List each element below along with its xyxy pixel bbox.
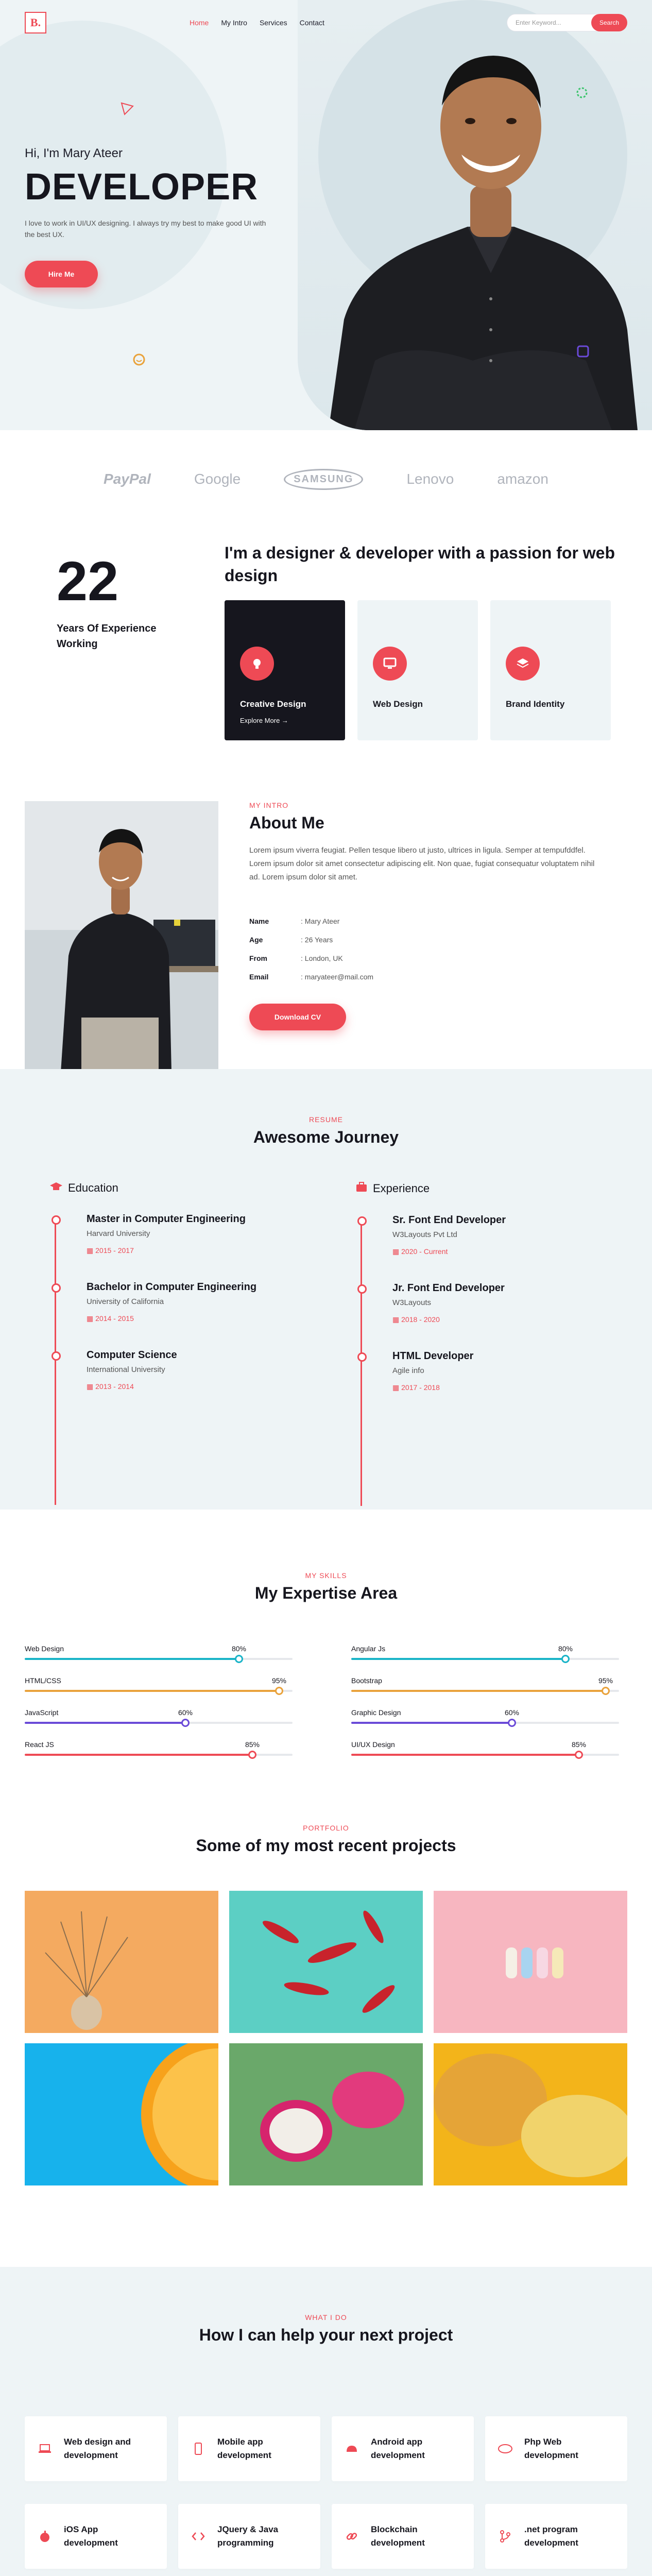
square-decoration-icon xyxy=(576,344,590,361)
nav-contact[interactable]: Contact xyxy=(299,19,324,27)
timeline-date: ▦ 2014 - 2015 xyxy=(87,1314,134,1323)
timeline-item xyxy=(392,1278,644,1346)
education-timeline xyxy=(49,1209,338,1413)
timeline-date-text: 2014 - 2015 xyxy=(95,1314,134,1323)
briefcase-icon xyxy=(355,1181,368,1196)
info-value: : Mary Ateer xyxy=(301,917,340,925)
gear-decoration-icon xyxy=(575,86,589,103)
hero-photo xyxy=(298,0,652,430)
branch-icon xyxy=(497,2529,513,2544)
portfolio-item[interactable] xyxy=(434,1891,627,2033)
skill-percent: 95% xyxy=(598,1676,613,1685)
skill-item xyxy=(351,1645,619,1660)
timeline-org: Harvard University xyxy=(87,1229,150,1238)
skill-bar-fill xyxy=(25,1690,279,1692)
info-row-from xyxy=(249,949,605,968)
column-title-text: Education xyxy=(68,1181,118,1194)
services-grid xyxy=(25,2416,627,2569)
hire-me-button[interactable]: Hire Me xyxy=(25,261,98,287)
timeline-org: University of California xyxy=(87,1297,164,1306)
service-item[interactable] xyxy=(25,2416,167,2481)
skill-bar-track xyxy=(351,1722,619,1724)
brand-google: Google xyxy=(194,471,241,487)
timeline-dot xyxy=(357,1352,367,1362)
skills-section xyxy=(0,1510,652,1819)
service-label: Android app development xyxy=(371,2437,425,2460)
graduation-cap-icon xyxy=(49,1181,63,1195)
timeline-item xyxy=(87,1277,338,1345)
timeline-title: Master in Computer Engineering xyxy=(87,1213,246,1225)
brand-samsung: SAMSUNG xyxy=(284,469,363,490)
service-item[interactable] xyxy=(485,2416,627,2481)
service-item[interactable] xyxy=(25,2504,167,2569)
brand-paypal: PayPal xyxy=(104,471,151,487)
section-eyebrow: MY INTRO xyxy=(249,801,289,809)
section-eyebrow: PORTFOLIO xyxy=(303,1824,349,1832)
skill-name: Web Design xyxy=(25,1645,64,1653)
skill-percent: 80% xyxy=(558,1645,573,1653)
timeline-org: International University xyxy=(87,1365,165,1374)
section-header xyxy=(0,1510,652,1603)
portfolio-grid xyxy=(25,1891,627,2185)
main-menu xyxy=(190,19,337,27)
service-label: JQuery & Java programming xyxy=(217,2524,279,2548)
timeline-title: Jr. Font End Developer xyxy=(392,1282,505,1294)
skill-name: UI/UX Design xyxy=(351,1740,395,1749)
mobile-icon xyxy=(191,2441,206,2456)
experience-column xyxy=(355,1181,644,1414)
skill-bar-fill xyxy=(351,1690,606,1692)
chili-peppers-image xyxy=(229,1891,423,2033)
section-title: How I can help your next project xyxy=(199,2326,453,2344)
skill-bar-track xyxy=(25,1722,293,1724)
hero-section xyxy=(0,0,652,430)
skill-bar-fill xyxy=(351,1658,565,1660)
skill-item xyxy=(351,1740,619,1756)
skill-percent: 95% xyxy=(271,1676,286,1685)
section-header xyxy=(0,1069,652,1147)
skill-percent: 80% xyxy=(231,1645,246,1653)
skill-name: React JS xyxy=(25,1740,54,1749)
skill-bar-track xyxy=(25,1754,293,1756)
skill-percent: 60% xyxy=(178,1708,193,1717)
skill-item xyxy=(25,1676,293,1692)
experience-heading: I'm a designer & developer with a passion for web design xyxy=(225,544,615,585)
logo[interactable]: B. xyxy=(25,12,46,33)
services-section xyxy=(0,2267,652,2576)
column-title xyxy=(355,1181,644,1196)
skill-bar-fill xyxy=(351,1754,579,1756)
service-label: Mobile app development xyxy=(217,2437,271,2460)
skill-bar-knob xyxy=(575,1751,583,1759)
nav-my-intro[interactable]: My Intro xyxy=(221,19,247,27)
timeline-date-text: 2015 - 2017 xyxy=(95,1246,134,1255)
search-input[interactable]: Enter Keyword... xyxy=(507,14,598,31)
layers-icon xyxy=(506,647,540,681)
skill-bar-fill xyxy=(351,1722,512,1724)
skill-label-row xyxy=(25,1740,293,1749)
download-cv-button[interactable]: Download CV xyxy=(249,1004,346,1030)
timeline-date-text: 2018 - 2020 xyxy=(401,1315,440,1324)
portfolio-item[interactable] xyxy=(25,2043,218,2185)
skill-percent: 85% xyxy=(571,1740,586,1749)
skill-label-row xyxy=(351,1740,619,1749)
skill-item xyxy=(351,1708,619,1724)
section-eyebrow: RESUME xyxy=(309,1115,343,1124)
skill-label-row xyxy=(351,1645,619,1653)
section-title: Some of my most recent projects xyxy=(196,1836,456,1855)
timeline-item xyxy=(392,1210,644,1278)
skill-item xyxy=(25,1740,293,1756)
explore-more-link[interactable]: Explore More → xyxy=(240,717,288,724)
timeline-dot xyxy=(52,1351,61,1361)
portfolio-section xyxy=(0,1819,652,2267)
service-item[interactable] xyxy=(178,2504,320,2569)
search-form xyxy=(507,14,627,31)
experience-timeline xyxy=(355,1210,644,1414)
skill-bar-track xyxy=(351,1754,619,1756)
section-title: Awesome Journey xyxy=(253,1128,399,1146)
service-card-title: Creative Design xyxy=(240,699,306,709)
man-office-illustration xyxy=(25,801,218,1072)
timeline-date-text: 2017 - 2018 xyxy=(401,1383,440,1392)
about-content xyxy=(249,801,605,1030)
service-card-title: Web Design xyxy=(373,699,423,709)
timeline-dot xyxy=(357,1216,367,1226)
about-photo xyxy=(25,801,218,1072)
skill-bar-fill xyxy=(25,1658,239,1660)
column-title-text: Experience xyxy=(373,1182,430,1195)
info-row-age xyxy=(249,930,605,949)
timeline-org: Agile info xyxy=(392,1366,424,1375)
timeline-date: ▦ 2015 - 2017 xyxy=(87,1246,134,1255)
lightbulb-icon xyxy=(240,647,274,681)
portfolio-item[interactable] xyxy=(434,2043,627,2185)
skill-bar-track xyxy=(351,1690,619,1692)
brand-logos xyxy=(0,430,652,528)
experience-label: Years Of Experience Working xyxy=(57,623,157,650)
service-label: iOS App development xyxy=(64,2524,118,2548)
skill-name: JavaScript xyxy=(25,1708,59,1717)
popsicles-image xyxy=(434,1891,627,2033)
info-value: : 26 Years xyxy=(301,936,333,944)
timeline-date-text: 2013 - 2014 xyxy=(95,1382,134,1391)
timeline-date: ▦ 2013 - 2014 xyxy=(87,1382,134,1391)
skill-bar-knob xyxy=(275,1687,283,1695)
timeline-org: W3Layouts xyxy=(392,1298,432,1307)
section-header xyxy=(0,2267,652,2345)
skill-bar-knob xyxy=(602,1687,610,1695)
timeline-org: W3Layouts Pvt Ltd xyxy=(392,1230,457,1239)
info-key: From xyxy=(249,954,267,962)
skill-bar-knob xyxy=(235,1655,243,1663)
timeline-title: Sr. Font End Developer xyxy=(392,1214,506,1226)
php-icon xyxy=(497,2441,513,2456)
timeline-dot xyxy=(52,1283,61,1293)
timeline-item xyxy=(392,1346,644,1414)
nav-services[interactable]: Services xyxy=(259,19,287,27)
android-icon xyxy=(344,2441,359,2456)
skill-bar-track xyxy=(351,1658,619,1660)
dried-flowers-image xyxy=(25,1891,218,2033)
timeline-title: HTML Developer xyxy=(392,1350,474,1362)
skill-item xyxy=(25,1645,293,1660)
orange-slice-image xyxy=(25,2043,218,2185)
journey-section xyxy=(0,1069,652,1510)
about-section xyxy=(0,714,652,1069)
portfolio-item[interactable] xyxy=(229,2043,423,2185)
skill-label-row xyxy=(351,1676,619,1685)
skill-name: Angular Js xyxy=(351,1645,386,1653)
timeline-date: ▦ 2017 - 2018 xyxy=(392,1383,440,1392)
skill-bar-knob xyxy=(181,1719,190,1727)
service-item[interactable] xyxy=(485,2504,627,2569)
education-column xyxy=(49,1181,338,1413)
pineapple-image xyxy=(434,2043,627,2185)
portfolio-item[interactable] xyxy=(25,1891,218,2033)
timeline-item xyxy=(87,1209,338,1277)
timeline-date: ▦ 2018 - 2020 xyxy=(392,1315,440,1324)
skill-percent: 85% xyxy=(245,1740,260,1749)
service-label: Php Web development xyxy=(524,2437,578,2460)
service-item[interactable] xyxy=(178,2416,320,2481)
section-header xyxy=(0,1819,652,1855)
code-icon xyxy=(191,2529,206,2544)
skill-bar-knob xyxy=(508,1719,516,1727)
timeline-line xyxy=(55,1216,56,1505)
info-value: : London, UK xyxy=(301,954,343,962)
timeline-title: Computer Science xyxy=(87,1349,177,1361)
skill-label-row xyxy=(25,1645,293,1653)
hero-greeting: Hi, I'm Mary Ateer xyxy=(25,146,123,160)
section-eyebrow: MY SKILLS xyxy=(305,1571,347,1580)
navbar xyxy=(0,0,652,45)
skill-bar-knob xyxy=(248,1751,256,1759)
personal-info xyxy=(249,912,605,986)
brand-lenovo: Lenovo xyxy=(406,471,454,487)
timeline-dot xyxy=(357,1284,367,1294)
skill-label-row xyxy=(351,1708,619,1717)
service-card-title: Brand Identity xyxy=(506,699,565,709)
skill-label-row xyxy=(25,1676,293,1685)
info-key: Age xyxy=(249,936,263,944)
portfolio-item[interactable] xyxy=(229,1891,423,2033)
experience-years: 22 xyxy=(57,550,119,612)
monitor-icon xyxy=(373,647,407,681)
info-key: Email xyxy=(249,973,269,981)
skill-item xyxy=(351,1676,619,1692)
section-title: About Me xyxy=(249,814,324,832)
skill-name: HTML/CSS xyxy=(25,1676,61,1685)
info-key: Name xyxy=(249,917,269,925)
hero-title: DEVELOPER xyxy=(25,166,259,208)
search-button[interactable]: Search xyxy=(591,14,627,31)
skill-bar-track xyxy=(25,1690,293,1692)
skill-bar-track xyxy=(25,1658,293,1660)
skill-bar-knob xyxy=(561,1655,570,1663)
skill-label-row xyxy=(25,1708,293,1717)
skill-name: Bootstrap xyxy=(351,1676,382,1685)
timeline-line xyxy=(361,1217,362,1506)
skill-name: Graphic Design xyxy=(351,1708,401,1717)
column-title xyxy=(49,1181,338,1195)
link-icon xyxy=(344,2529,359,2544)
service-label: Web design and development xyxy=(64,2437,131,2460)
section-title: My Expertise Area xyxy=(254,1584,398,1602)
brand-amazon: amazon xyxy=(497,471,548,487)
info-row-name xyxy=(249,912,605,930)
section-eyebrow: WHAT I DO xyxy=(305,2313,347,2321)
service-label: .net program development xyxy=(524,2524,578,2548)
laptop-icon xyxy=(37,2441,53,2456)
man-portrait-illustration xyxy=(298,0,652,430)
timeline-title: Bachelor in Computer Engineering xyxy=(87,1281,257,1293)
triangle-decoration-icon xyxy=(119,101,135,119)
timeline-dot xyxy=(52,1215,61,1225)
nav-home[interactable]: Home xyxy=(190,19,209,27)
dragon-fruit-image xyxy=(229,2043,423,2185)
hero-description: I love to work in UI/UX designing. I always try my best to make good UI with the best UX. xyxy=(25,219,266,239)
sun-decoration-icon xyxy=(131,351,147,370)
skill-bar-fill xyxy=(25,1754,252,1756)
info-value: : maryateer@mail.com xyxy=(301,973,374,981)
skill-percent: 60% xyxy=(504,1708,519,1717)
service-label: Blockchain development xyxy=(371,2524,425,2548)
timeline-item xyxy=(87,1345,338,1413)
skill-bar-fill xyxy=(25,1722,185,1724)
hero-text xyxy=(25,146,293,287)
experience-section xyxy=(0,528,652,724)
service-item[interactable] xyxy=(332,2416,474,2481)
apple-icon xyxy=(37,2529,53,2544)
skill-item xyxy=(25,1708,293,1724)
timeline-date: ▦ 2020 - Current xyxy=(392,1247,448,1256)
timeline-date-text: 2020 - Current xyxy=(401,1247,448,1256)
about-text: Lorem ipsum viverra feugiat. Pellen tesque libero ut justo, ultrices in ligula. Semper at tempufddfel. Lorem ipsum dolor sit amet consectetur adipiscing elit. Non quae, fugiat consequatur voluptatem nihil ad. Lorem ipsum dolor sit amet. xyxy=(249,846,595,882)
service-item[interactable] xyxy=(332,2504,474,2569)
info-row-email xyxy=(249,968,605,986)
